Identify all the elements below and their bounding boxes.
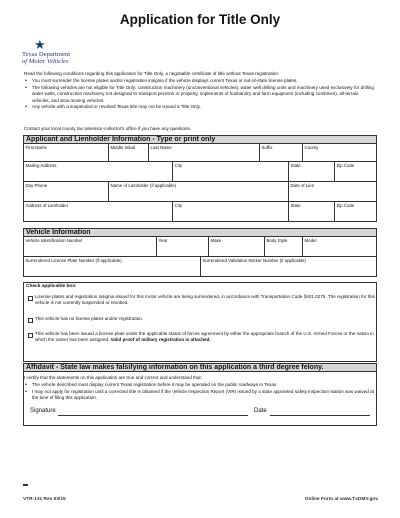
date-line[interactable]	[270, 415, 370, 416]
last-name-label: Last Name	[150, 145, 172, 150]
model-field[interactable]	[302, 237, 378, 256]
lienholder-name-label: Name of Lienholder (if applicable)	[110, 183, 177, 188]
middle-initial-field[interactable]	[108, 144, 148, 161]
last-name-field[interactable]	[148, 144, 259, 161]
day-phone-field[interactable]	[24, 182, 108, 201]
logo-line-1: Texas Department	[22, 51, 71, 58]
state-field[interactable]	[288, 162, 334, 181]
first-name-label: First Name	[25, 145, 47, 150]
name-row	[23, 144, 377, 162]
county-field[interactable]	[302, 144, 378, 161]
year-field[interactable]	[156, 237, 208, 256]
conditions-list	[24, 78, 376, 111]
sticker-number-label: Surrendered Validation Sticker Number (if applicable)	[202, 258, 306, 263]
condition-item: • Any vehicle with a suspended or revoked Texas title may not be issued a Title Only.	[24, 104, 376, 111]
lienholder-name-field[interactable]	[108, 182, 288, 201]
date-of-lien-field[interactable]	[288, 182, 378, 201]
contact-text: Contact your local county tax assessor-collector's office if you have any questions.	[24, 126, 192, 131]
city-label: City	[174, 163, 183, 168]
zip-field[interactable]	[334, 162, 378, 181]
plate-row	[23, 257, 377, 277]
affidavit-item: • The vehicle described must display current Texas registration before it may be operated on the public roadways in Texas.	[24, 382, 376, 389]
military-plate-desc: This vehicle has been issued a license plate under the applicable status of forces agreement by either the appropriate branch of the U.S. Armed Forces or the nation in which the owner has been assigned.	[35, 331, 374, 343]
lienholder-state-field[interactable]	[288, 202, 334, 221]
date-label: Date	[254, 408, 267, 414]
vehicle-row	[23, 237, 377, 257]
txdmv-logo	[22, 51, 70, 65]
online-form-link[interactable]: Online Form at www.TxDMV.gov	[304, 497, 378, 502]
make-label: Make	[210, 238, 222, 243]
no-plates-checkbox[interactable]	[28, 318, 33, 323]
logo-line-2: of Motor Vehicles	[22, 58, 69, 65]
plate-number-field[interactable]	[24, 257, 200, 276]
affidavit-header: Affidavit - State law makes falsifying information on this application a third degree felony.	[23, 363, 377, 372]
condition-item: • The following vehicles are not eligible for Title Only: construction machinery (unconventional vehicles), water well drilling units and machinery used exclusively for drilling water wells, construction machinery not designed to transport persons or property, implements of husbandry and farm equipment (including combines), all-terrain vehicles, and slow moving vehicles.	[24, 85, 376, 105]
sticker-number-field[interactable]	[200, 257, 378, 276]
state-label: State	[290, 163, 301, 168]
suffix-field[interactable]	[259, 144, 302, 161]
mailing-address-field[interactable]	[24, 162, 172, 181]
form-title: Application for Title Only	[119, 12, 281, 27]
affidavit-item: • I may not apply for registration until a corrected title is obtained if the Vehicle Inspection Report (VIR) issued by a state appointed safety inspection station was waived at the time of filing this application.	[24, 389, 376, 403]
lienholder-state-label: State	[290, 203, 301, 208]
mailing-row	[23, 162, 377, 182]
applicant-section-header: Applicant and Lienholder Information - Type or print only	[23, 135, 377, 144]
zip-label: Zip Code	[336, 163, 355, 168]
city-field[interactable]	[172, 162, 288, 181]
lienholder-address-field[interactable]	[24, 202, 172, 221]
affidavit-text	[24, 375, 376, 402]
lienholder-zip-label: Zip Code	[336, 203, 355, 208]
body-style-label: Body Style	[266, 238, 288, 243]
plate-number-label: Surrendered License Plate Number (if applicable)	[25, 258, 122, 263]
first-name-field[interactable]	[24, 144, 108, 161]
mailing-address-label: Mailing Address	[25, 163, 57, 168]
surrender-plates-checkbox[interactable]	[28, 296, 33, 301]
lienholder-address-label: Address of Lienholder	[25, 203, 69, 208]
suffix-label: Suffix	[261, 145, 273, 150]
lienholder-address-row	[23, 202, 377, 222]
texas-star-icon: ★	[34, 37, 46, 52]
barcode-mark	[23, 484, 28, 486]
certify-statement: I certify that the statements on this application are true and correct and understand that:	[24, 375, 202, 380]
lienholder-zip-field[interactable]	[334, 202, 378, 221]
model-label: Model	[304, 238, 317, 243]
vehicle-section-header: Vehicle Information	[23, 228, 377, 237]
military-plate-checkbox[interactable]	[28, 333, 33, 338]
military-plate-text	[35, 331, 375, 344]
check-applicable-title: Check applicable box:	[26, 284, 77, 289]
make-field[interactable]	[208, 237, 264, 256]
middle-initial-label: Middle Initial	[110, 145, 135, 150]
surrender-plates-text: License plates and registration insignia issued for this motor vehicle are being surrendered, in accordance with Transportation Code §501.0275. The registration for this vehicle is not currently suspended or revoked.	[35, 294, 375, 306]
county-label: County	[304, 145, 319, 150]
day-phone-label: Day Phone	[25, 183, 48, 188]
affidavit-list	[24, 382, 376, 402]
no-plates-text: This vehicle has no license plates and/or registration.	[35, 316, 144, 321]
intro-text: Read the following conditions regarding this application for Title Only, a negotiable certificate of title without Texas registration:	[24, 71, 280, 76]
signature-line[interactable]	[58, 415, 248, 416]
lienholder-city-label: City	[174, 203, 183, 208]
date-of-lien-label: Date of Lien	[290, 183, 315, 188]
body-style-field[interactable]	[264, 237, 302, 256]
vin-field[interactable]	[24, 237, 156, 256]
military-proof-note: Valid proof of military registration is attached.	[110, 337, 211, 343]
lienholder-city-field[interactable]	[172, 202, 288, 221]
phone-row	[23, 182, 377, 202]
vin-label: Vehicle Identification Number	[25, 238, 83, 243]
condition-item: • You must surrender the license plates and/or registration insignia if the vehicle displays current Texas or out-of-state license plates.	[24, 78, 376, 85]
year-label: Year	[158, 238, 168, 243]
signature-label: Signature	[30, 408, 56, 414]
form-id: VTR-131 Rev 03/15	[23, 497, 66, 502]
